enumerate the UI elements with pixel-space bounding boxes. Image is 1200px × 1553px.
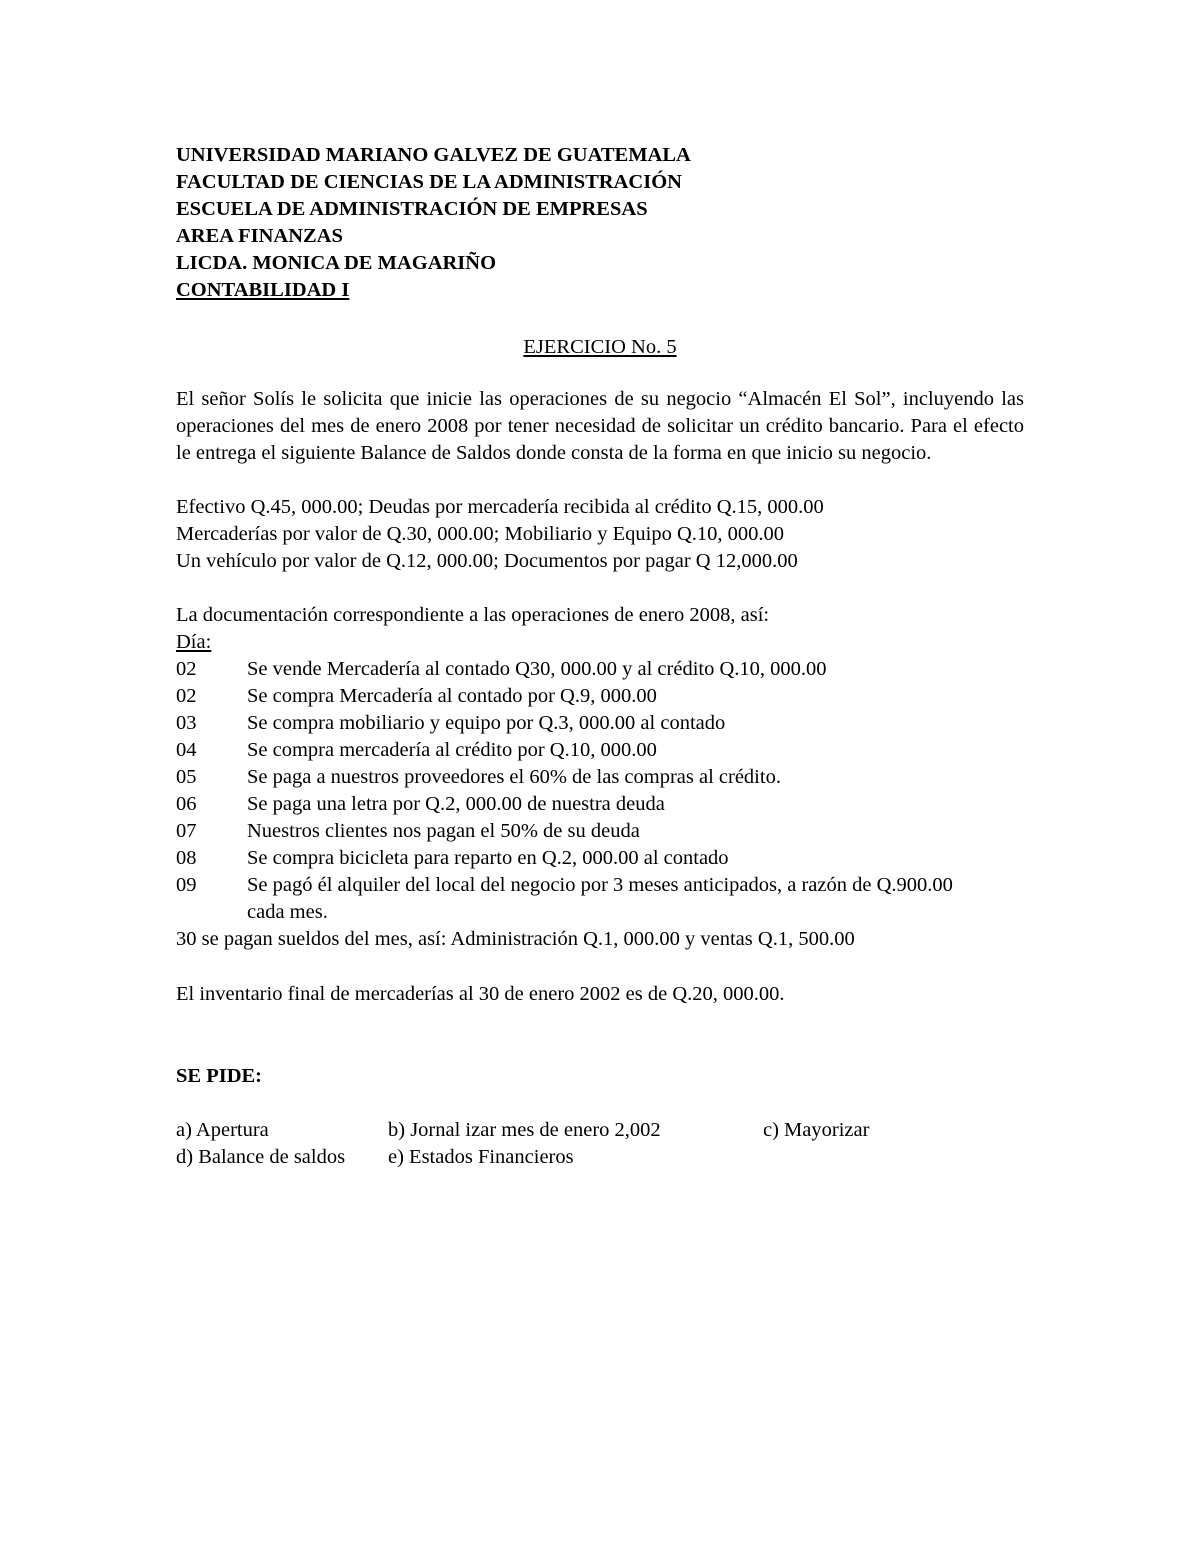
operation-day: 06 [176,793,197,815]
operation-text: Se compra mobiliario y equipo por Q.3, 000.00 al contado [247,712,726,734]
balance-line: Un vehículo por valor de Q.12, 000.00; Documentos por pagar Q 12,000.00 [176,550,798,572]
teacher-name: LICDA. MONICA DE MAGARIÑO [176,252,497,274]
operation-row [176,791,1024,818]
operation-day: 02 [176,658,197,680]
operations-list [176,656,1024,926]
operation-text: Se compra Mercadería al contado por Q.9, 000.00 [247,685,657,707]
operation-row [176,845,1024,872]
balance-line: Efectivo Q.45, 000.00; Deudas por mercadería recibida al crédito Q.15, 000.00 [176,496,824,518]
requirement-e: e) Estados Financieros [388,1146,574,1168]
day-header: Día: [176,631,212,653]
school-name: ESCUELA DE ADMINISTRACIÓN DE EMPRESAS [176,198,648,220]
operation-text: Nuestros clientes nos pagan el 50% de su deuda [247,820,640,842]
operation-text: Se paga una letra por Q.2, 000.00 de nuestra deuda [247,793,665,815]
requirement-b: b) Jornal izar mes de enero 2,002 [388,1119,661,1141]
operation-day: 04 [176,739,197,761]
operation-day: 03 [176,712,197,734]
operation-row [176,710,1024,737]
operation-day: 05 [176,766,197,788]
intro-paragraph: El señor Solís le solicita que inicie las operaciones de su negocio “Almacén El Sol”, incluyendo las operaciones del mes de enero 2008 por tener necesidad de solicitar un crédito bancario. Para el efecto le entrega el siguiente Balance de Saldos donde consta de la forma en que inicio su negocio. [176,388,1024,464]
operation-text: Se paga a nuestros proveedores el 60% de las compras al crédito. [247,766,781,788]
operation-day: 09 [176,874,197,896]
operation-text: Se compra mercadería al crédito por Q.10, 000.00 [247,739,657,761]
operation-row [176,656,1024,683]
requirement-c: c) Mayorizar [763,1119,870,1141]
operation-day: 02 [176,685,197,707]
document-header [176,142,691,304]
operation-day: 08 [176,847,197,869]
operation-row [176,818,1024,845]
operation-30-line: 30 se pagan sueldos del mes, así: Administración Q.1, 000.00 y ventas Q.1, 500.00 [176,928,855,950]
inventory-line: El inventario final de mercaderías al 30 de enero 2002 es de Q.20, 000.00. [176,983,785,1005]
operation-row [176,872,1024,926]
operation-text: Se vende Mercadería al contado Q30, 000.00 y al crédito Q.10, 000.00 [247,658,827,680]
faculty-name: FACULTAD DE CIENCIAS DE LA ADMINISTRACIÓN [176,171,682,193]
operation-row [176,764,1024,791]
operation-row [176,737,1024,764]
university-name: UNIVERSIDAD MARIANO GALVEZ DE GUATEMALA [176,144,691,166]
operation-row [176,683,1024,710]
documentation-intro: La documentación correspondiente a las operaciones de enero 2008, así: [176,604,770,626]
balance-line: Mercaderías por valor de Q.30, 000.00; Mobiliario y Equipo Q.10, 000.00 [176,523,785,545]
requirement-a: a) Apertura [176,1119,269,1141]
operation-text: Se pagó él alquiler del local del negocio por 3 meses anticipados, a razón de Q.900.00 cada mes. [247,874,953,923]
exercise-title: EJERCICIO No. 5 [523,336,677,358]
operation-day: 07 [176,820,197,842]
area-name: AREA FINANZAS [176,225,343,247]
course-name: CONTABILIDAD I [176,279,350,301]
operation-text: Se compra bicicleta para reparto en Q.2, 000.00 al contado [247,847,729,869]
se-pide-heading: SE PIDE: [176,1065,263,1087]
requirement-d: d) Balance de saldos [176,1146,346,1168]
